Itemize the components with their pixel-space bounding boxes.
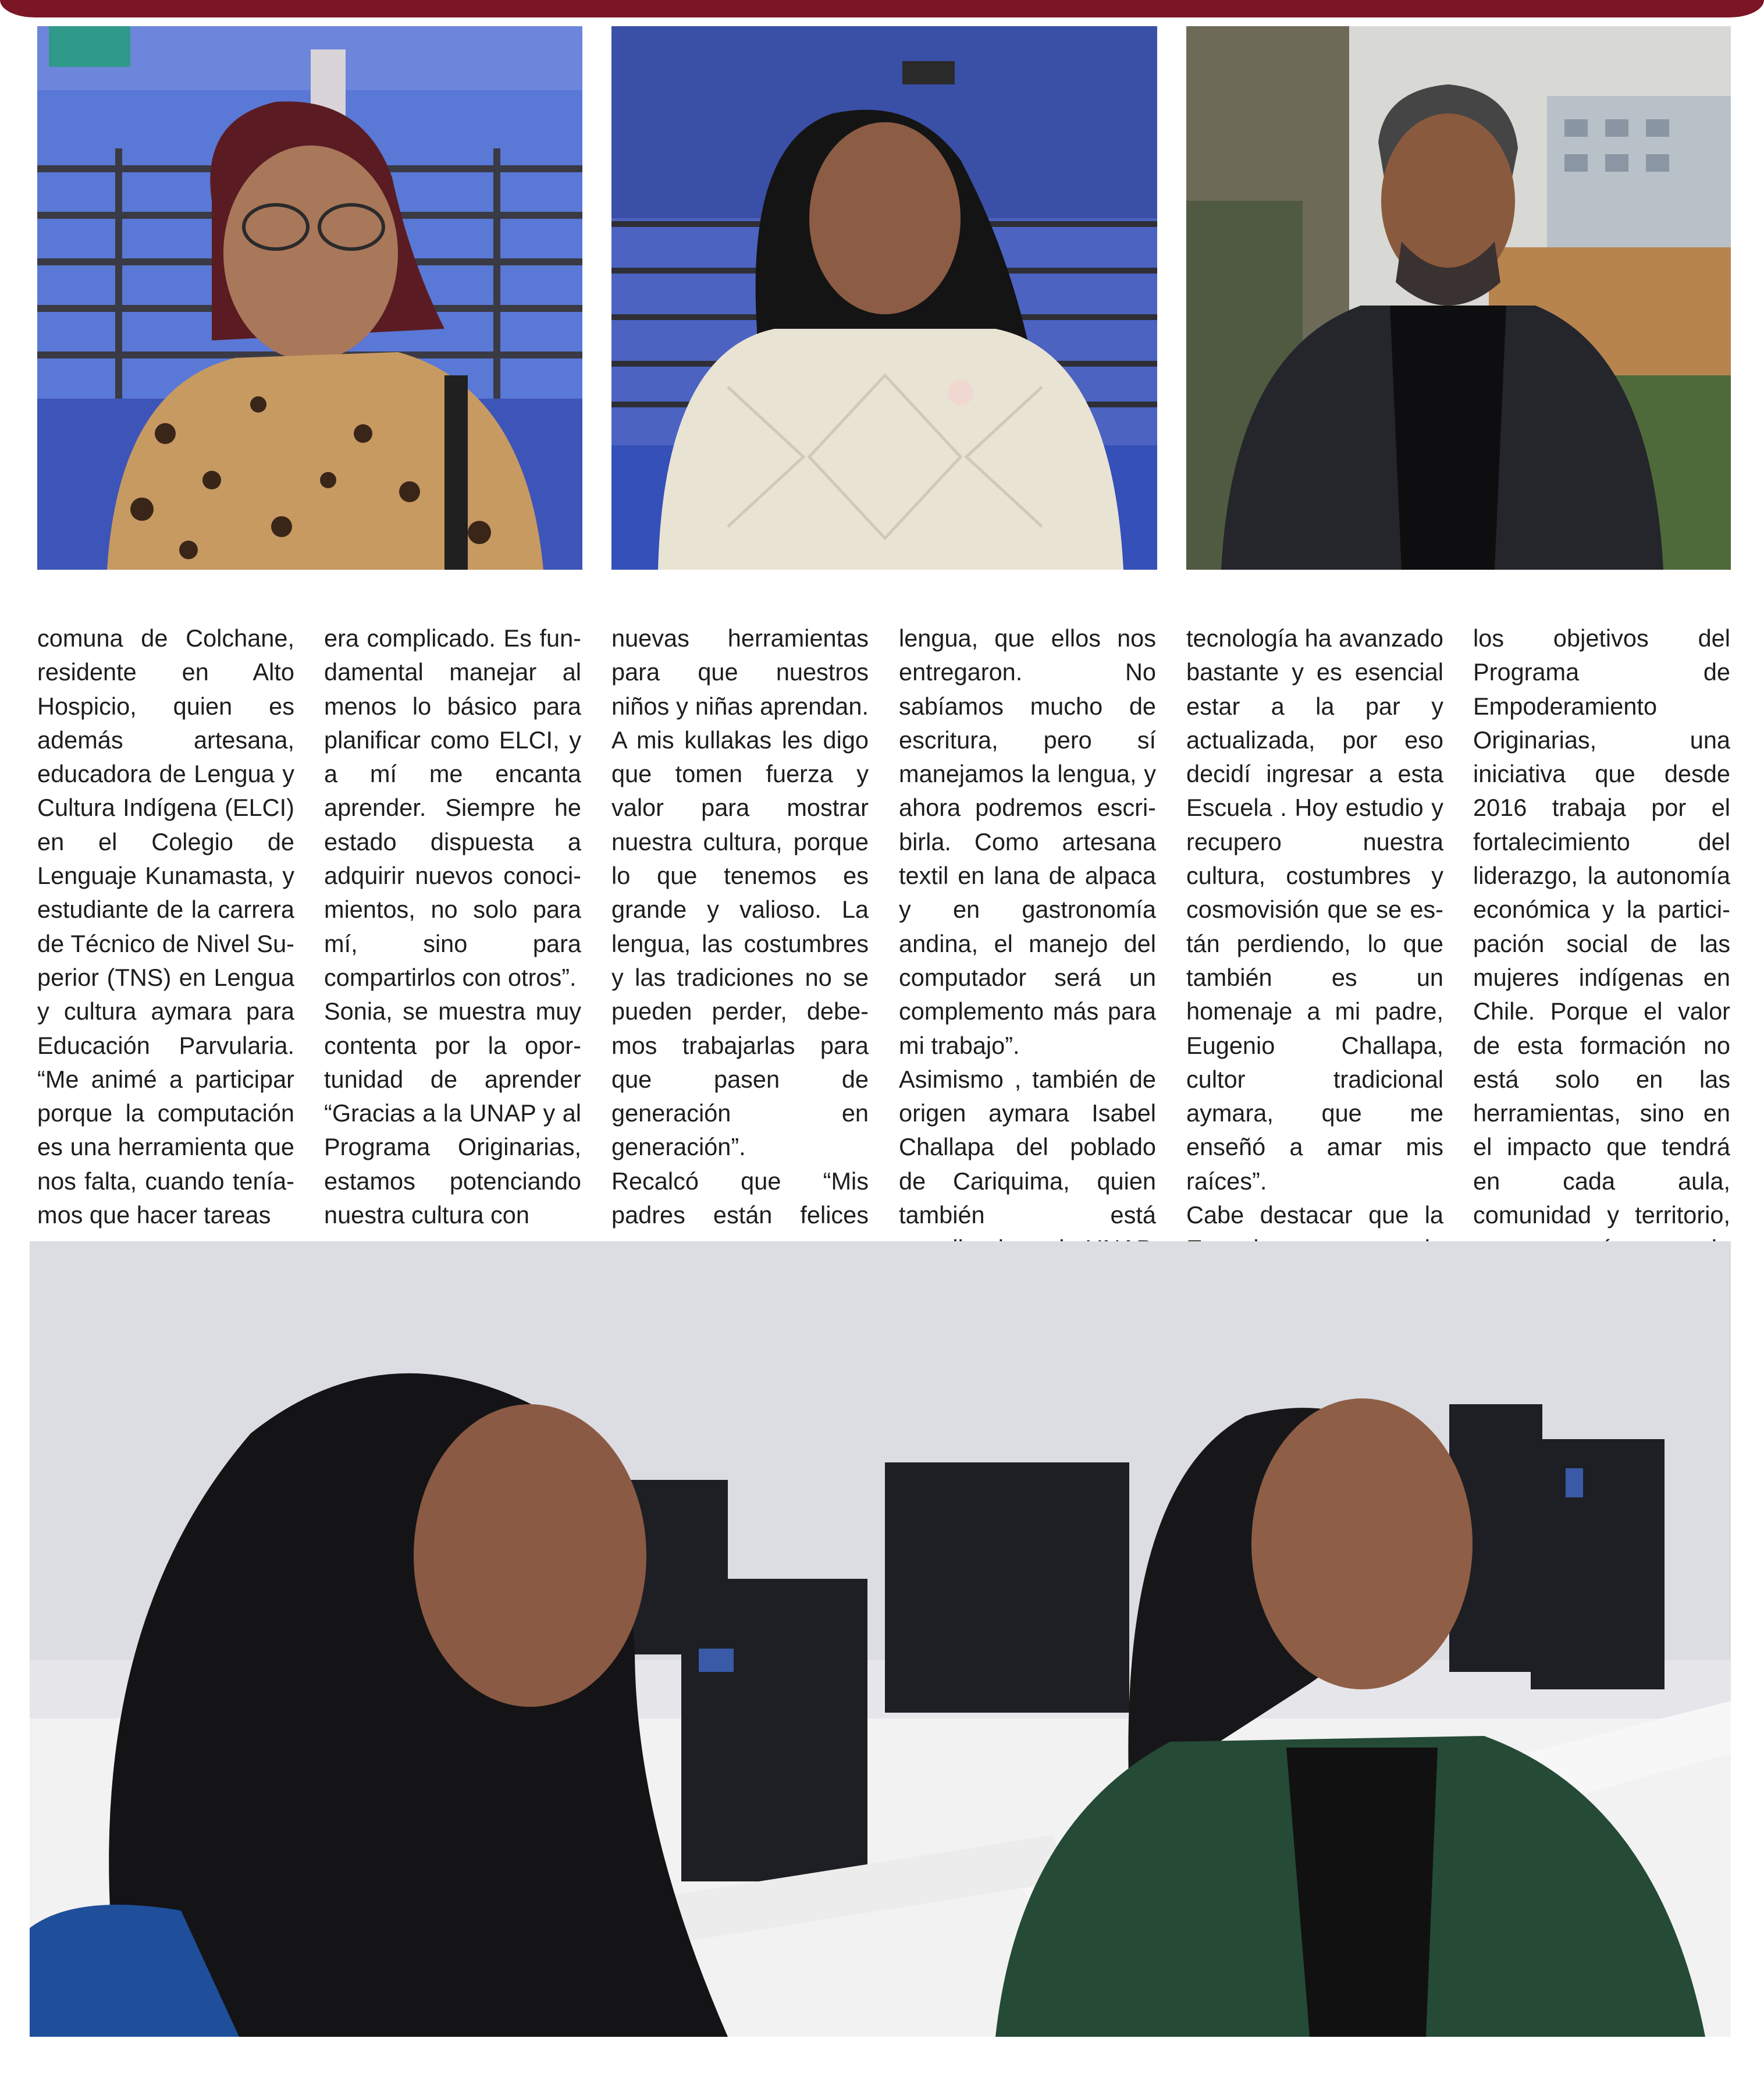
article-text: los objetivos del Programa de Empoderamiento Originarias, una iniciativa que desde 2016 trabaja por el fortalecimiento del liderazgo, la autonomía económica y la participación social de las mujeres indígenas en Chile. Porque el valor de esta formación no está solo en las herramientas, sino en el impacto que tendrá en cada aula, comunidad y territorio, bbox=[1473, 624, 1730, 1229]
article-column-5 bbox=[1186, 622, 1443, 1334]
article-column-2 bbox=[324, 622, 581, 1232]
article-text: lengua, que ellos nos entregaron. No sabíamos mucho de escritura, pero sí manejamos la lengua, y ahora podremos escribirla. Como artesana textil en lana de alpaca y en gastronomía andina, el manejo del computador será un complemento más para mi trabajo”. Asimismo , también de origen aymara Isabel Challapa del poblado de Cariquima, quien también está bbox=[899, 624, 1156, 1229]
portrait-photo-2 bbox=[611, 26, 1157, 570]
portrait-woman-leopard-jacket-icon bbox=[37, 26, 582, 570]
article-text: era complicado. Es fundamental manejar al menos lo básico para planificar como ELCI, y a mí me encanta aprender. Siempre he estado dispuesta a adquirir nuevos conocimientos, no solo para mí, sino para compartirlos con otros”. Sonia, se muestra muy contenta por la oportunidad de aprender “Gracias a la UNAP y al Programa Originarias, estamos potenciando nuestra cultura con bbox=[324, 624, 581, 1229]
portrait-man-dark-jacket-icon bbox=[1186, 26, 1731, 570]
portrait-woman-white-sweater-icon bbox=[611, 26, 1157, 570]
article-column-3 bbox=[611, 622, 869, 1300]
article-column-4 bbox=[899, 622, 1156, 1300]
portrait-photo-3 bbox=[1186, 26, 1731, 570]
article-column-6 bbox=[1473, 622, 1730, 1334]
header-band bbox=[0, 0, 1764, 17]
portrait-photo-1 bbox=[37, 26, 582, 570]
article-text: comuna de Colchane, residente en Alto Hospicio, quien es además artesana, educadora de Lengua y Cultura Indígena (ELCI) en el Colegio de Lenguaje Kunamasta, y estudiante de la carrera de Técnico de Nivel Superior (TNS) en Lengua y cultura aymara para Educación Parvularia. “Me animé a participar porque la computación es una herramienta que nos falta, cuando teníamos que hacer tareas bbox=[37, 624, 294, 1229]
article-text: nuevas herramientas para que nuestros niños y niñas aprendan. A mis kullakas les digo que tomen fuerza y valor para mostrar nuestra cultura, porque lo que tenemos es grande y valioso. La lengua, las costumbres y las tradiciones no se pueden perder, debemos trabajarlas para que pasen de generación en generación”. Recalcó que “Mis padres están felices bbox=[611, 624, 869, 1229]
classroom-women-at-computers-icon bbox=[30, 1241, 1731, 2037]
article-text: tecnología ha avanzado bastante y es esencial estar a la par y actualizada, por eso decidí ingresar a esta Escuela . Hoy estudio y recupero nuestra cultura, costumbres y cosmovisión que se están perdiendo, lo que también es un homenaje a mi padre, Eugenio Challapa, cultor tradicional aymara, que me enseñó a amar mis raíces”. Cabe destacar que la bbox=[1186, 624, 1443, 1229]
article-column-1 bbox=[37, 622, 294, 1232]
classroom-photo bbox=[30, 1241, 1731, 2037]
